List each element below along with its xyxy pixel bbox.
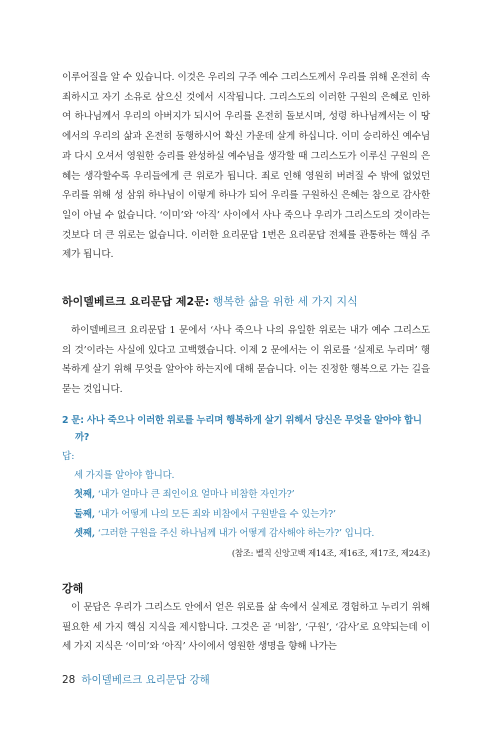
answer-lead-2: 둘째, (74, 508, 95, 520)
body-paragraph-1: 이루어질을 알 수 있습니다. 이것은 우리의 구주 예수 그리스도께서 우리를 위해 온전히 속죄하시고 자기 소유로 삼으신 것에서 시작됩니다. 그리스도의 이러한 구원의 은혜로 인하여 하나님께서 우리의 아버지가 되시어 우리를 온전히 돌보시며, 성령 하나님께서는 이 땅에서의 우리의 삶과 온전히 동행하시어 확신 가운데 살게 하십니다. 이미 승리하신 예수님과 다시 오셔서 영원한 승리를 완성하실 예수님을 생각할 때 그리스도가 이루신 구원의 은혜는 생각할수록 우리들에게 큰 위로가 됩니다. 죄로 인해 영원히 버려질 수 밖에 없었던 우리를 위해 성 삼위 하나님이 이렇게 하나가 되어 우리를 구원하신 은혜는 참으로 감사한 일이 아닐 수 없습니다. ‘이미’와 ‘아직’ 사이에서 사나 죽으나 우리가 그리스도의 것이라는 것보다 더 큰 위로는 없습니다. 이러한 요리문답 1번은 요리문답 전체를 관통하는 핵심 주제가 됩니다. (62, 72, 430, 261)
section-label: 하이델베르크 요리문답 제2문: (62, 295, 210, 309)
body-paragraph-2: 하이델베르크 요리문답 1 문에서 ‘사나 죽으나 나의 유일한 위로는 내가 예수 그리스도의 것’이라는 사실에 있다고 고백했습니다. 이제 2 문에서는 이 위로를 ‘실제로 누리며’ 행복하게 살기 위해 무엇을 알아야 하는지에 대해 묻습니다. 이는 진정한 행복으로 가는 길을 묻는 것입니다. (62, 325, 430, 396)
reference-note: (참조: 벨직 신앙고백 제14조, 제16조, 제17조, 제24조) (231, 547, 430, 558)
page-footer (62, 672, 210, 687)
running-title: 하이델베르크 요리문답 강해 (81, 674, 210, 686)
answer-line-1 (74, 485, 430, 505)
section-heading (62, 293, 430, 311)
answer-line-3 (74, 524, 430, 544)
commentary-title: 강해 (62, 581, 84, 595)
section-topic: 행복한 삶을 위한 세 가지 지식 (212, 295, 358, 309)
answer-lead-1: 첫째, (74, 489, 95, 501)
answer-lead-3: 셋째, (74, 528, 95, 540)
page-content (62, 68, 430, 657)
answer-text-1: ‘내가 얼마나 큰 죄인이요 얼마나 비참한 자인가?’ (94, 489, 295, 501)
answer-line-2 (74, 505, 430, 525)
answer-label: 답: (62, 450, 75, 462)
answer-text-2: ‘내가 어떻게 나의 모든 죄와 비참에서 구원받을 수 있는가?’ (94, 508, 336, 520)
commentary-text: 이 문답은 우리가 그리스도 안에서 얻은 위로를 삶 속에서 실제로 경험하고 누리기 위해 필요한 세 가지 핵심 지식을 제시합니다. 그것은 곧 ‘비참’, ‘구원’, ‘감사’로 요약되는데 이 세 가지 지식은 ‘이미’와 ‘아직’ 사이에서 영원한 생명을 향해 나가는 (62, 601, 430, 653)
answer-block (62, 466, 430, 544)
answer-line-0: 세 가지를 알아야 합니다. (74, 469, 175, 481)
catechism-question: 2 문: 사나 죽으나 이러한 위로를 누리며 행복하게 살기 위해서 당신은 무엇을 알아야 합니까? (62, 414, 422, 444)
answer-text-3: ‘그러한 구원을 주신 하나님께 내가 어떻게 감사해야 하는가?’ 입니다. (94, 528, 375, 540)
page-number: 28 (62, 674, 76, 686)
